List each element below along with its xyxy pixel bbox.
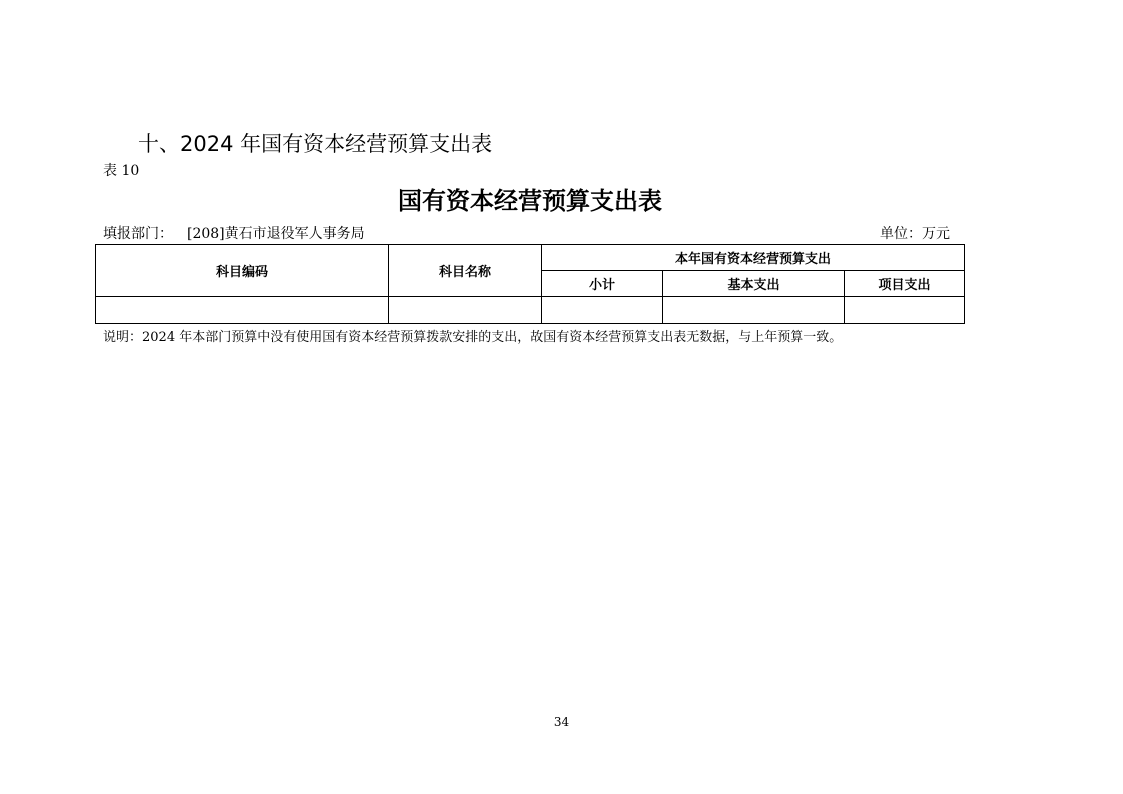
section-heading: 十、2024 年国有资本经营预算支出表	[138, 132, 493, 156]
cell-subject-name	[389, 297, 542, 324]
header-basic-expenditure: 基本支出	[663, 271, 845, 297]
explanation-note: 说明：2024 年本部门预算中没有使用国有资本经营预算拨款安排的支出，故国有资本经营预算支出表无数据，与上年预算一致。	[103, 330, 843, 345]
department-value: [208]黄石市退役军人事务局	[187, 226, 365, 242]
department-label: 填报部门：	[103, 226, 173, 242]
cell-basic-expenditure	[663, 297, 845, 324]
table-header-row	[96, 245, 965, 271]
cell-subject-code	[96, 297, 389, 324]
department-line	[103, 225, 365, 243]
header-project-expenditure: 项目支出	[845, 271, 965, 297]
cell-subtotal	[542, 297, 663, 324]
page-title: 国有资本经营预算支出表	[398, 187, 662, 215]
header-subject-name: 科目名称	[389, 245, 542, 297]
table-number: 表 10	[103, 163, 140, 179]
unit-label: 单位：万元	[880, 226, 950, 242]
page-number: 34	[553, 715, 570, 729]
header-subject-code: 科目编码	[96, 245, 389, 297]
table-row	[96, 297, 965, 324]
budget-table	[95, 244, 965, 324]
header-expenditure-group: 本年国有资本经营预算支出	[542, 245, 965, 271]
cell-project-expenditure	[845, 297, 965, 324]
header-subtotal: 小计	[542, 271, 663, 297]
